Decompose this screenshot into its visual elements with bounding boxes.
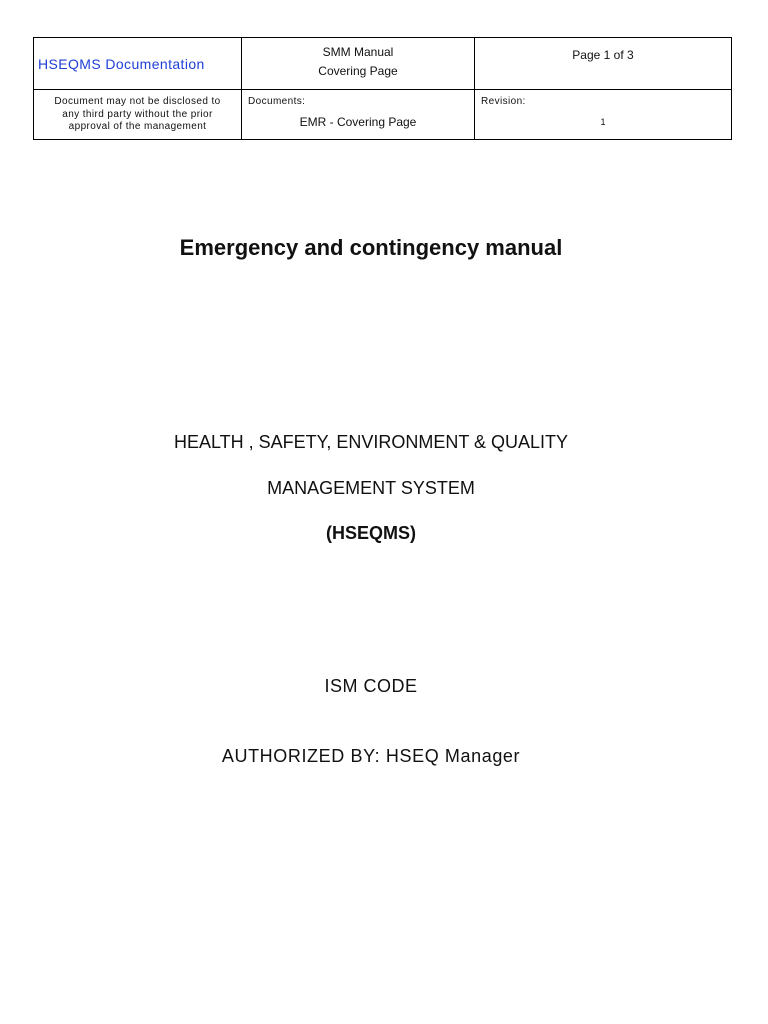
revision-value: 1	[600, 117, 606, 127]
documents-label: Documents:	[248, 96, 306, 107]
header-row-top	[34, 38, 732, 90]
disclaimer-line: approval of the management	[68, 121, 207, 132]
page-cell	[475, 38, 732, 90]
revision-label: Revision:	[481, 96, 526, 107]
code-reference: ISM CODE	[324, 676, 418, 696]
header-row-bottom	[34, 90, 732, 140]
section-name: Covering Page	[318, 64, 398, 78]
manual-name: SMM Manual	[322, 45, 394, 59]
disclaimer-line: Document may not be disclosed to	[54, 96, 221, 107]
revision-cell	[475, 90, 732, 140]
brand-label: HSEQMS Documentation	[38, 56, 205, 72]
document-title: Emergency and contingency manual	[179, 235, 563, 260]
system-name-line-2: MANAGEMENT SYSTEM	[267, 478, 475, 498]
documents-value: EMR - Covering Page	[299, 115, 417, 129]
disclaimer-line: any third party without the prior	[62, 108, 213, 120]
brand-cell	[34, 38, 242, 90]
documents-cell	[242, 90, 475, 140]
authorization-line: AUTHORIZED BY: HSEQ Manager	[221, 746, 521, 766]
manual-cell	[242, 38, 475, 90]
page-number: Page 1 of 3	[572, 48, 634, 62]
disclaimer-text	[34, 90, 241, 134]
document-header-table	[33, 37, 732, 140]
system-name-line-1: HEALTH , SAFETY, ENVIRONMENT & QUALITY	[173, 432, 569, 452]
system-acronym: (HSEQMS)	[326, 523, 416, 543]
disclaimer-cell	[34, 90, 242, 140]
